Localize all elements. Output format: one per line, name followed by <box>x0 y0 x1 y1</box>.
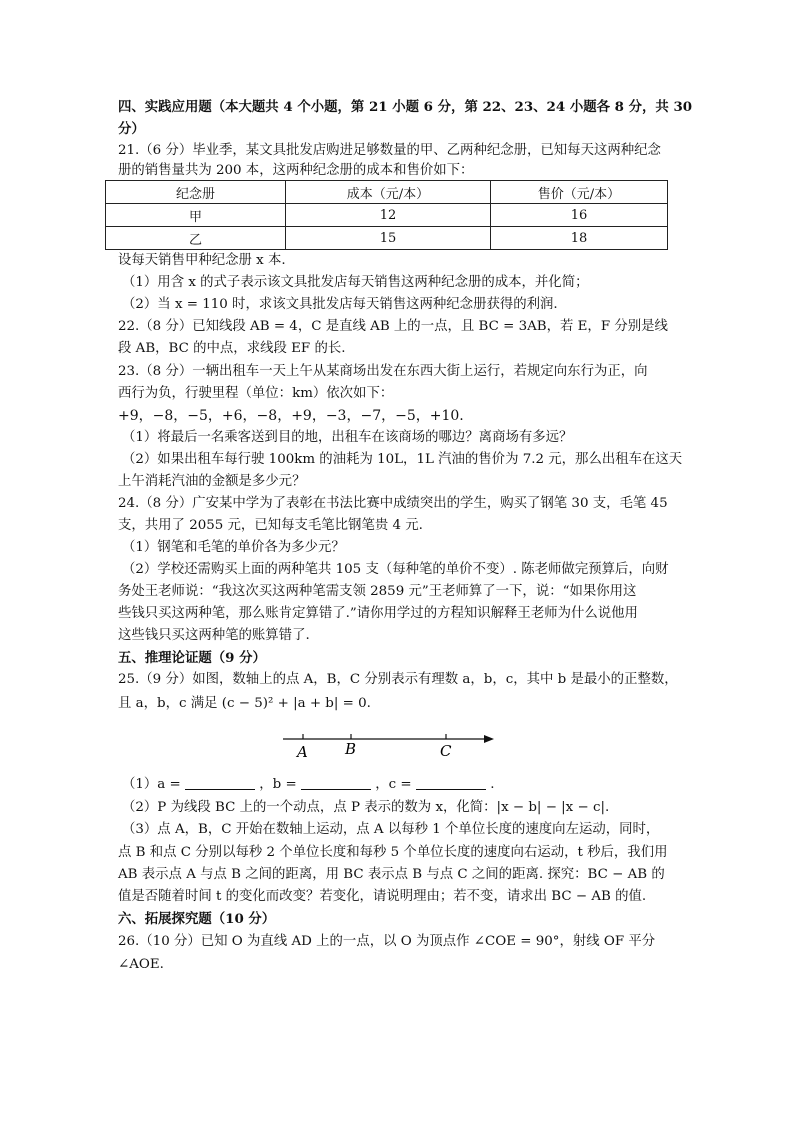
q25-part3: （3）点 A，B，C 开始在数轴上运动，点 A 以每秒 1 个单位长度的速度向左运动，同时， <box>122 822 660 837</box>
point-label-b: B <box>345 740 357 758</box>
table-cell: 16 <box>491 204 668 227</box>
table-cell: 12 <box>286 204 491 227</box>
table-header-cell: 纪念册 <box>106 181 286 204</box>
table-cell: 乙 <box>106 227 286 250</box>
q24-part2: （2）学校还需购买上面的两种笔共 105 支（每种笔的单价不变）. 陈老师做完预算后，向财 <box>122 562 669 577</box>
q21-part1: （1）用含 x 的式子表示该文具批发店每天销售这两种纪念册的成本，并化简； <box>122 275 589 290</box>
q24-part2-cont2: 些钱只买这两种笔，那么账肯定算错了.”请你用学过的方程知识解释王老师为什么说他用 <box>118 606 638 621</box>
section5-heading: 五、推理论证题（9 分） <box>118 650 266 666</box>
q21-part2: （2）当 x = 110 时，求该文具批发店每天销售这两种纪念册获得的利润. <box>122 297 558 312</box>
q23-line1: 23.（8 分）一辆出租车一天上午从某商场出发在东西大街上运行，若规定向东行为正，向 <box>118 364 648 379</box>
point-label-a: A <box>297 743 308 761</box>
q23-part2-cont: 上午消耗汽油的金额是多少元？ <box>118 474 306 489</box>
q25-a-label: （1）a = <box>122 777 181 792</box>
q24-part2-cont1: 务处王老师说：“我这次买这两种笔需支领 2859 元”王老师算了一下，说：“如果你用这 <box>118 584 637 599</box>
section4-heading: 四、实践应用题（本大题共 4 个小题，第 21 小题 6 分，第 22、23、24 小题各 8 分，共 30 <box>118 99 693 115</box>
q26-line2: ∠AOE. <box>118 957 164 972</box>
q25-c-label: ，c = <box>375 777 412 792</box>
q25-part2: （2）P 为线段 BC 上的一个动点，点 P 表示的数为 x，化简：|x − b| − |x − c|. <box>122 800 610 815</box>
answer-blank-c[interactable] <box>416 775 486 790</box>
q25-part1 <box>122 775 494 795</box>
q24-part2-cont3: 这些钱只买这两种笔的账算错了. <box>118 628 310 643</box>
arrow-right-icon <box>484 735 494 743</box>
q25-b-label: ，b = <box>259 777 297 792</box>
section4-heading-cont: 分） <box>118 121 145 137</box>
table-cell: 18 <box>491 227 668 250</box>
q25-end: . <box>490 777 495 792</box>
q23-mileage: +9，−8，−5，+6，−8，+9，−3，−7，−5，+10. <box>118 408 464 424</box>
q22-line2: 段 AB，BC 的中点，求线段 EF 的长. <box>118 341 346 356</box>
q24-part1: （1）钢笔和毛笔的单价各为多少元？ <box>122 540 345 555</box>
q21-line2: 册的销售量共为 200 本，这两种纪念册的成本和售价如下： <box>118 163 474 178</box>
q25-part3-cont2: AB 表示点 A 与点 B 之间的距离，用 BC 表示点 B 与点 C 之间的距离. 探究：BC − AB 的 <box>118 867 665 882</box>
table-header-cell: 成本（元/本） <box>286 181 491 204</box>
answer-blank-a[interactable] <box>185 775 255 790</box>
table-cell: 甲 <box>106 204 286 227</box>
table-cell: 15 <box>286 227 491 250</box>
q24-line2: 支，共用了 2055 元，已知每支毛笔比钢笔贵 4 元. <box>118 518 423 533</box>
q23-line2: 西行为负，行驶里程（单位：km）依次如下： <box>118 386 394 401</box>
table-header-cell: 售价（元/本） <box>491 181 668 204</box>
q23-part1: （1）将最后一名乘客送到目的地，出租车在该商场的哪边？离商场有多远？ <box>122 430 573 445</box>
point-label-c: C <box>440 742 452 760</box>
answer-blank-b[interactable] <box>301 775 371 790</box>
q22-line1: 22.（8 分）已知线段 AB = 4，C 是直线 AB 上的一点，且 BC = 3AB，若 E，F 分别是线 <box>118 319 668 334</box>
q25-part3-cont3: 值是否随着时间 t 的变化而改变？若变化，请说明理由；若不变，请求出 BC − AB 的值. <box>118 889 647 904</box>
q21-line3: 设每天销售甲种纪念册 x 本. <box>118 253 286 268</box>
q21-line1: 21.（6 分）毕业季，某文具批发店购进足够数量的甲、乙两种纪念册，已知每天这两种纪念 <box>118 143 661 158</box>
q25-line2: 且 a，b，c 满足 (c − 5)² + |a + b| = 0. <box>118 696 371 711</box>
section6-heading: 六、拓展探究题（10 分） <box>118 911 276 927</box>
q25-part3-cont1: 点 B 和点 C 分别以每秒 2 个单位长度和每秒 5 个单位长度的速度向右运动，t 秒后，我们用 <box>118 845 668 860</box>
q25-line1: 25.（9 分）如图，数轴上的点 A，B，C 分别表示有理数 a，b，c，其中 b 是最小的正整数， <box>118 672 678 687</box>
q23-part2: （2）如果出租车每行驶 100km 的油耗为 10L，1L 汽油的售价为 7.2 元，那么出租车在这天 <box>122 452 683 467</box>
q24-line1: 24.（8 分）广安某中学为了表彰在书法比赛中成绩突出的学生，购买了钢笔 30 支，毛笔 45 <box>118 496 668 511</box>
q26-line1: 26.（10 分）已知 O 为直线 AD 上的一点，以 O 为顶点作 ∠COE = 90°，射线 OF 平分 <box>118 934 656 949</box>
